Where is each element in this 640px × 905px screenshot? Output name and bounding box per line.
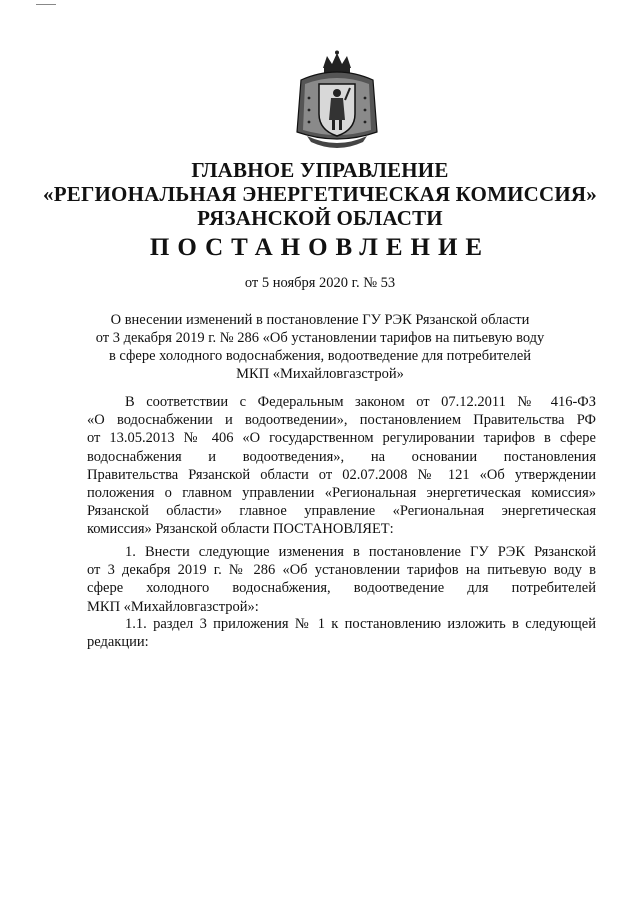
paragraph-line: от 3 декабря 2019 г. № 286 «Об установлении тарифов на питьевую воду в — [87, 562, 596, 579]
paragraph-line: сфере холодного водоснабжения, водоотведение для потребителей — [87, 580, 596, 597]
document-date-number: от 5 ноября 2020 г. № 53 — [244, 275, 396, 291]
paragraph-line: редакции: — [87, 634, 149, 651]
document-subject — [60, 311, 580, 383]
paragraph-line: Рязанской области» главное управление «Региональная энергетическая — [87, 503, 596, 520]
paragraph-line: Правительства Рязанской области от 02.07.2008 № 121 «Об утверждении — [87, 466, 596, 483]
paragraph-line: от 13.05.2013 № 406 «О государственном регулировании тарифов в сфере — [87, 430, 596, 447]
item-1-paragraph — [87, 543, 596, 616]
paragraph-line: 1.1. раздел 3 приложения № 1 к постановлению изложить в следующей — [125, 616, 596, 632]
org-title-line: РЯЗАНСКОЙ ОБЛАСТИ — [197, 206, 443, 230]
paragraph-line: 1. Внести следующие изменения в постановление ГУ РЭК Рязанской — [125, 544, 596, 560]
subject-line: МКП «Михайловгазстрой» — [236, 366, 404, 382]
item-1-1-paragraph — [87, 615, 596, 651]
organization-title — [40, 158, 600, 230]
paragraph-line: комиссия» Рязанской области ПОСТАНОВЛЯЕТ: — [87, 521, 394, 538]
paragraph-line: В соответствии с Федеральным законом от 07.12.2011 № 416-ФЗ — [125, 394, 596, 410]
org-title-line: «РЕГИОНАЛЬНАЯ ЭНЕРГЕТИЧЕСКАЯ КОМИССИЯ» — [43, 182, 597, 206]
paragraph-line: МКП «Михайловгазстрой»: — [87, 598, 259, 615]
subject-line: от 3 декабря 2019 г. № 286 «Об установлении тарифов на питьевую воду — [95, 330, 545, 346]
document-type-heading: ПОСТАНОВЛЕНИЕ — [149, 234, 491, 261]
preamble-paragraph — [87, 393, 596, 539]
subject-line: О внесении изменений в постановление ГУ РЭК Рязанской области — [110, 312, 530, 328]
scan-mark — [36, 4, 56, 5]
org-title-line: ГЛАВНОЕ УПРАВЛЕНИЕ — [191, 158, 449, 182]
coat-of-arms-emblem — [293, 50, 381, 152]
subject-line: в сфере холодного водоснабжения, водоотведение для потребителей — [108, 348, 532, 364]
paragraph-line: водоснабжения и водоотведения», на основании постановления — [87, 448, 596, 465]
paragraph-line: положения о главном управлении «Региональная энергетическая комиссия» — [87, 484, 596, 501]
paragraph-line: «О водоснабжении и водоотведении», постановлением Правительства РФ — [87, 412, 596, 429]
